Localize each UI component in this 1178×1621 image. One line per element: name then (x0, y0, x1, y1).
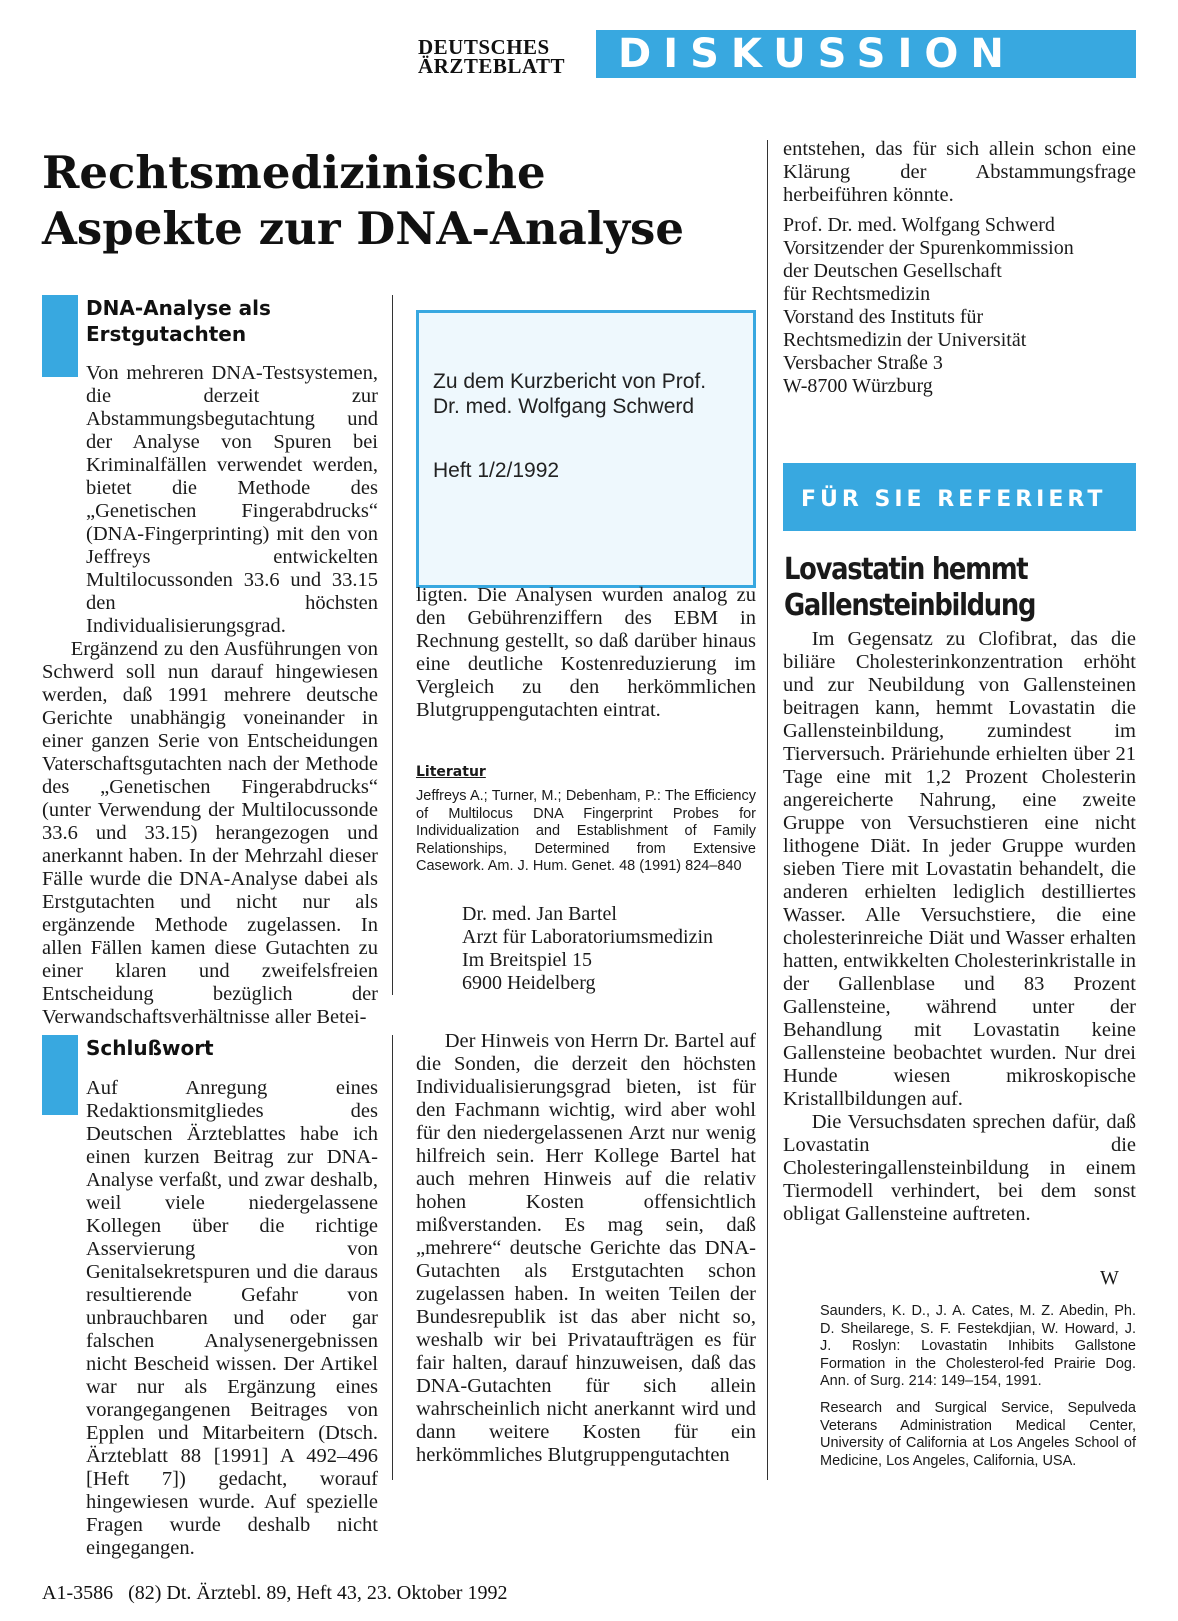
heading-line-1: DNA-Analyse als (86, 296, 271, 320)
paragraph: Im Gegensatz zu Clofibrat, das die biliäre Cholesterinkonzentration erhöht und zur Neubildung von Gallensteinen beitragen kann, hemmt Lovastatin die Gallensteinbildung, zumindest im Tierversuch. Präriehunde erhielten über 21 Tage eine mit 1,2 Prozent Cholesterin angereicherte Nahrung, eine zweite Gruppe von Versuchstieren eine nicht lithogene Diät. In jeder Gruppe wurden sieben Tiere mit Lovastatin behandelt, die anderen erhielten lediglich destilliertes Wasser. Alle Versuchstiere, die eine cholesterinreiche Diät und Wasser erhalten hatten, entwikkelten Cholesterinkristalle in der Gallenblase und 83 Prozent Gallensteine, während unter der Behandlung mit Lovastatin keine Gallensteine beobachtet wurden. Nur drei Hunde wiesen mikroskopische Kristallbildungen auf. (783, 628, 1136, 1110)
column-rule (392, 295, 393, 995)
referat-title (784, 552, 1085, 624)
inset-line-3: Heft 1/2/1992 (433, 459, 560, 482)
section-banner (596, 30, 1136, 78)
paragraph: entstehen, das für sich allein schon eine Klärung der Abstammungsfrage herbeiführen könnte. (783, 138, 1136, 206)
title-line-1: Rechtsmedizinische (42, 146, 546, 199)
column-rule (767, 140, 768, 1480)
author-line: Dr. med. Jan Bartel (462, 903, 617, 925)
letter1-column-2 (416, 584, 756, 722)
page-footer: A1-3586 (82) Dt. Ärztebl. 89, Heft 43, 23. Oktober 1992 (42, 1582, 508, 1604)
heading-line-2: Erstgutachten (86, 322, 247, 346)
reference-box (416, 310, 756, 588)
letter1-heading (86, 295, 386, 347)
referat-affiliation: Research and Surgical Service, Sepulveda Veterans Administration Medical Center, University of California at Los Angeles School of Medicine, Los Angeles, California, USA. (820, 1400, 1136, 1469)
author-line: Rechtsmedizin der Universität (783, 329, 1027, 351)
author-line: Im Breitspiel 15 (462, 949, 592, 971)
letter2-column-3 (783, 138, 1136, 207)
author-line: Versbacher Straße 3 (783, 352, 943, 374)
author-line: der Deutschen Gesellschaft (783, 260, 1002, 282)
inset-line-1: Zu dem Kurzbericht von Prof. (433, 370, 707, 393)
literatur-heading: Literatur (416, 764, 486, 780)
author-line: Prof. Dr. med. Wolfgang Schwerd (783, 214, 1055, 236)
referat-body (783, 628, 1136, 1226)
referat-title-line-1: Lovastatin hemmt (784, 552, 1028, 587)
letter2-author (783, 214, 1074, 398)
inset-line-2: Dr. med. Wolfgang Schwerd (433, 395, 695, 418)
paragraph: Ergänzend zu den Ausführungen von Schwerd soll nun darauf hingewiesen werden, daß 1991 mehrere deutsche Gerichte unabhängig voneinander in einer ganzen Serie von Entscheidungen Vaterschaftsgutachten nach der Methode des „Genetischen Fingerabdrucks“ (unter Verwendung der Multilocussonde 33.6 und 33.15) herangezogen und anerkannt haben. In der Mehrzahl dieser Fälle wurde die DNA-Analyse dabei als Erstgutachten und nicht nur als ergänzende Methode zugelassen. In allen Fällen kamen diese Gutachten zu einer klaren und zweifelsfreien Entscheidung bezüglich der Verwandschaftsverhältnisse aller Betei- (42, 638, 378, 1028)
paragraph: Die Versuchsdaten sprechen dafür, daß Lovastatin die Cholesteringallensteinbildung in einem Tiermodell verhindert, bei dem sonst obligat Gallensteine auftreten. (783, 1111, 1136, 1225)
author-line: Vorstand des Instituts für (783, 306, 984, 328)
referat-banner-label: FÜR SIE REFERIERT (801, 487, 1107, 512)
section-label: DISKUSSION (618, 31, 1016, 77)
paragraph: Von mehreren DNA-Testsystemen, die derzeit zur Abstammungsbegutachtung und der Analyse von Spuren bei Kriminalfällen verwendet werden, bietet die Methode des „Genetischen Fingerabdrucks“ (DNA-Fingerprinting) mit den von Jeffreys entwickelten Multilocussonden 33.6 und 33.15 den höchsten Individualisierungsgrad. (86, 362, 378, 637)
masthead-logo (418, 35, 565, 78)
letter1-column-1 (42, 362, 378, 1029)
article-title (42, 145, 732, 257)
title-line-2: Aspekte zur DNA-Analyse (42, 202, 684, 255)
logo-line-1: DEUTSCHES (418, 35, 550, 59)
paragraph: Der Hinweis von Herrn Dr. Bartel auf die Sonden, die derzeit den höchsten Individualisierungsgrad bieten, ist für den Fachmann wichtig, wird aber wohl für den niedergelassenen Arzt nur wenig hilfreich sein. Herr Kollege Bartel hat auch mehren Hinweis auf die relativ hohen Kosten offensichtlich mißverstanden. Es mag sein, daß „mehrere“ deutsche Gerichte das DNA-Gutachten als Erstgutachten schon zugelassen haben. In weiten Teilen der Bundesrepublik ist das aber nicht so, weshalb wir bei Privataufträgen es für fair halten, darauf hinzuweisen, daß das DNA-Gutachten für sich allein wahrscheinlich nicht anerkannt wird und dann weitere Kosten für ein herkömmliches Blutgruppengutachten (416, 1030, 756, 1466)
author-line: W-8700 Würzburg (783, 375, 933, 397)
logo-line-2: ÄRZTEBLATT (418, 54, 565, 78)
letter2-heading: Schlußwort (86, 1036, 214, 1060)
author-line: 6900 Heidelberg (462, 972, 596, 994)
author-initial: W (1100, 1267, 1119, 1289)
letter2-column-1 (42, 1077, 378, 1560)
referat-title-line-2: Gallensteinbildung (784, 588, 1036, 623)
column-rule (392, 1035, 393, 1480)
author-line: Vorsitzender der Spurenkommission (783, 237, 1074, 259)
referat-reference: Saunders, K. D., J. A. Cates, M. Z. Abedin, Ph. D. Sheilarege, S. F. Festekdjian, W. Howard, J. J. Roslyn: Lovastatin Inhibits Gallstone Formation in the Cholesterol-fed Prairie Dog. Ann. of Surg. 214: 149–154, 1991. (820, 1303, 1136, 1389)
letter2-column-2 (416, 1030, 756, 1467)
letter1-author (462, 903, 713, 995)
paragraph: Auf Anregung eines Redaktionsmitgliedes des Deutschen Ärzteblattes habe ich einen kurzen Beitrag zur DNA-Analyse verfaßt, und zwar deshalb, weil viele niedergelassene Kollegen über die richtige Asservierung von Genitalsekretspuren und die daraus resultierende Gefahr von unbrauchbaren und oder gar falschen Analysenergebnissen nicht Bescheid wissen. Der Artikel war nur als Ergänzung eines vorangegangenen Beitrages von Epplen und Mitarbeitern (Dtsch. Ärzteblatt 88 [1991] A 492–496 [Heft 7]) gedacht, worauf hingewiesen wurde. Auf spezielle Fragen wurde deshalb nicht eingegangen. (86, 1077, 378, 1559)
author-line: für Rechtsmedizin (783, 283, 931, 305)
referat-banner (783, 463, 1136, 531)
author-line: Arzt für Laboratoriumsmedizin (462, 926, 714, 948)
paragraph: ligten. Die Analysen wurden analog zu den Gebührenziffern des EBM in Rechnung gestellt, so daß darüber hinaus eine deutliche Kostenreduzierung im Vergleich zu den herkömmlichen Blutgruppengutachten eintrat. (416, 584, 756, 721)
literatur-text: Jeffreys A.; Turner, M.; Debenham, P.: The Efficiency of Multilocus DNA Fingerprint Probes for Individualization and Establishment of Family Relationships, Determined from Extensive Casework. Am. J. Hum. Genet. 48 (1991) 824–840 (416, 788, 756, 874)
